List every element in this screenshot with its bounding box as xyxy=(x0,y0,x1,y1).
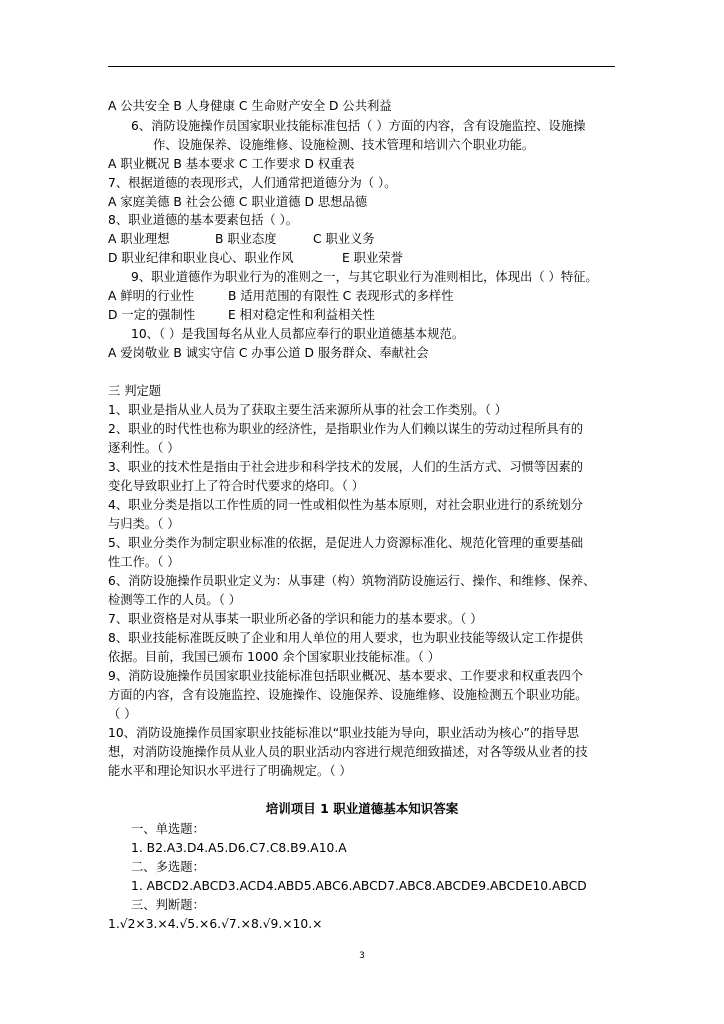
judgment-answers-heading: 三、判断题： xyxy=(131,898,205,912)
judgment-line: 3、职业的技术性是指由于社会进步和科学技术的发展，人们的生活方式、习惯等因素的 xyxy=(108,460,584,474)
q9-options-row1 xyxy=(108,287,454,305)
q9-option-e: E 相对稳定性和利益相关性 xyxy=(228,308,375,322)
q8-option-a: A 职业理想 xyxy=(108,232,170,246)
q8: 8、职业道德的基本要素包括（ ）。 xyxy=(108,213,299,227)
judgment-line: 与归类。（ ） xyxy=(108,517,180,531)
judgment-line: 2、职业的时代性也称为职业的经济性，是指职业作为人们赖以谋生的劳动过程所具有的 xyxy=(108,422,584,436)
q10-options: A 爱岗敬业 B 诚实守信 C 办事公道 D 服务群众、奉献社会 xyxy=(108,346,429,360)
header-rule xyxy=(108,66,615,67)
judgment-line: 7、职业资格是对从事某一职业所必备的学识和能力的基本要求。（ ） xyxy=(108,612,483,626)
judgment-line: 4、职业分类是指以工作性质的同一性或相似性为基本原则，对社会职业进行的系统划分 xyxy=(108,498,584,512)
q8-option-d: D 职业纪律和职业良心、职业作风 xyxy=(108,251,294,265)
judgment-line: 1、职业是指从业人员为了获取主要生活来源所从事的社会工作类别。（ ） xyxy=(108,403,508,417)
judgment-line: 10、消防设施操作员国家职业技能标准以“职业技能为导向，职业活动为核心”的指导思 xyxy=(108,726,580,740)
q9-option-a: A 鲜明的行业性 xyxy=(108,289,195,303)
q9-options-bc: B 适用范围的有限性 C 表现形式的多样性 xyxy=(228,289,454,303)
judgment-line: 5、职业分类作为制定职业标准的依据，是促进人力资源标准化、规范化管理的重要基础 xyxy=(108,536,584,550)
judgment-line: 逐利性。（ ） xyxy=(108,441,180,455)
q7: 7、根据道德的表现形式，人们通常把道德分为（ ）。 xyxy=(108,176,397,190)
q8-option-e: E 职业荣誉 xyxy=(342,251,403,265)
q9: 9、职业道德作为职业行为的准则之一，与其它职业行为准则相比，体现出（ ）特征。 xyxy=(131,270,598,284)
q8-option-c: C 职业义务 xyxy=(313,232,375,246)
judgment-line: 检测等工作的人员。（ ） xyxy=(108,593,242,607)
q6-options: A 职业概况 B 基本要求 C 工作要求 D 权重表 xyxy=(108,157,355,171)
single-choice-answers: 1. B2.A3.D4.A5.D6.C7.C8.B9.A10.A xyxy=(131,841,347,855)
judgment-heading: 三 判定题 xyxy=(108,384,162,398)
multi-choice-answers: 1. ABCD2.ABCD3.ACD4.ABD5.ABC6.ABCD7.ABC8.ABCDE9.ABCDE10.ABCD xyxy=(131,879,587,893)
judgment-line: 依据。目前，我国已颁布 1000 余个国家职业技能标准。（ ） xyxy=(108,650,440,664)
answers-title: 培训项目 1 职业道德基本知识答案 xyxy=(265,801,459,816)
judgment-line: 9、消防设施操作员国家职业技能标准包括职业概况、基本要求、工作要求和权重表四个 xyxy=(108,669,584,683)
q8-option-b: B 职业态度 xyxy=(215,232,277,246)
q8-options-row1 xyxy=(108,230,375,248)
judgment-line: 变化导致职业打上了符合时代要求的烙印。（ ） xyxy=(108,479,364,493)
q5-options: A 公共安全 B 人身健康 C 生命财产安全 D 公共利益 xyxy=(108,99,392,113)
judgment-line: （ ） xyxy=(108,707,137,721)
judgment-line: 性工作。（ ） xyxy=(108,555,180,569)
judgment-line: 8、职业技能标准既反映了企业和用人单位的用人要求，也为职业技能等级认定工作提供 xyxy=(108,631,584,645)
q8-options-row2 xyxy=(108,249,403,267)
q7-options: A 家庭美德 B 社会公德 C 职业道德 D 思想品德 xyxy=(108,195,368,209)
judgment-line: 方面的内容，含有设施监控、设施操作、设施保养、设施维修、设施检测五个职业功能。 xyxy=(108,688,588,702)
judgment-line: 能水平和理论知识水平进行了明确规定。（ ） xyxy=(108,764,352,778)
judgment-line: 想，对消防设施操作员从业人员的职业活动内容进行规范细致描述，对各等级从业者的技 xyxy=(108,745,588,759)
multi-choice-heading: 二、多选题： xyxy=(131,860,205,874)
single-choice-heading: 一、单选题： xyxy=(131,822,205,836)
page-number: 3 xyxy=(359,951,365,961)
q6-line1: 6、消防设施操作员国家职业技能标准包括（ ）方面的内容，含有设施监控、设施操 xyxy=(131,119,586,133)
q6-line2: 作、设施保养、设施维修、设施检测、技术管理和培训六个职业功能。 xyxy=(153,138,535,152)
judgment-line: 6、消防设施操作员职业定义为：从事建（构）筑物消防设施运行、操作、和维修、保养、 xyxy=(108,574,596,588)
q9-options-row2 xyxy=(108,306,375,324)
judgment-answers: 1.√2×3.×4.√5.×6.√7.×8.√9.×10.× xyxy=(108,917,323,931)
q10: 10、（ ）是我国每名从业人员都应奉行的职业道德基本规范。 xyxy=(131,327,465,341)
q9-option-d: D 一定的强制性 xyxy=(108,308,196,322)
